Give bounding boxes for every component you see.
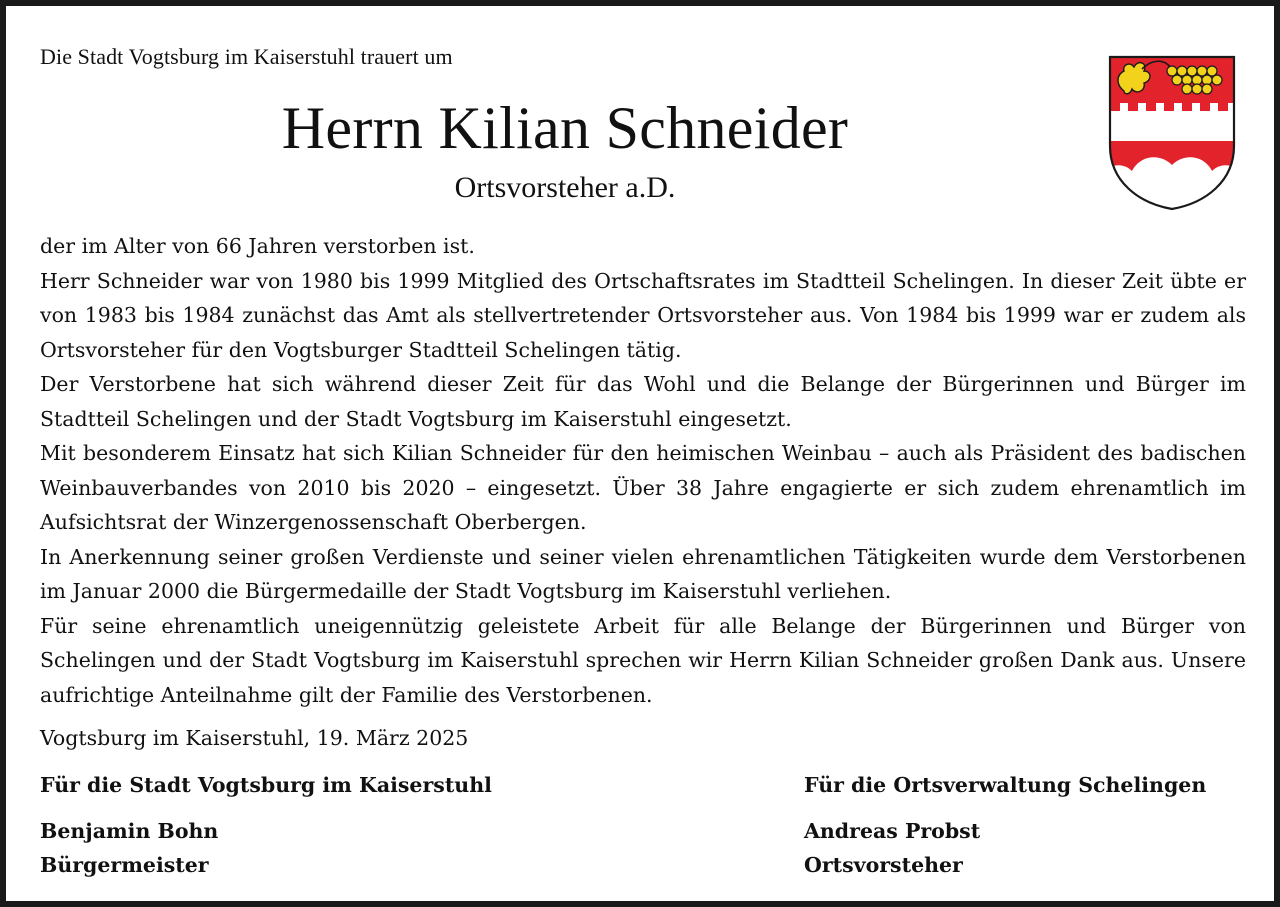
paragraph: Herr Schneider war von 1980 bis 1999 Mitglied des Ortschaftsrates im Stadtteil Schelingen. In dieser Zeit übte er von 1983 bis 1984 zunächst das Amt als stellvertretender Ortsvorsteher aus. Von 1984 bis 1999 war er zudem als Ortsvorsteher für den Vogtsburger Stadtteil Schelingen tätig. [40,268,1246,362]
signature-org-right: Für die Ortsverwaltung Schelingen [804,773,1207,797]
notice-body [40,229,1246,712]
paragraph: Für seine ehrenamtlich uneigennützig geleistete Arbeit für alle Belange der Bürgerinnen und Bürger von Schelingen und der Stadt Vogtsburg im Kaiserstuhl sprechen wir Herrn Kilian Schneider großen Dank aus. Unsere aufrichtige Anteilnahme gilt der Familie des Verstorbenen. [40,613,1246,707]
signature-title-left: Bürgermeister [40,853,209,877]
deceased-role: Ortsvorsteher a.D. [454,171,676,204]
signature-name-left: Benjamin Bohn [40,819,219,843]
signature-title-right: Ortsvorsteher [804,853,963,877]
intro-line: Die Stadt Vogtsburg im Kaiserstuhl trauert um [40,44,453,69]
paragraph: Der Verstorbene hat sich während dieser Zeit für das Wohl und die Belange der Bürgerinnen und Bürger im Stadtteil Schelingen und der Stadt Vogtsburg im Kaiserstuhl eingesetzt. [40,372,1246,431]
paragraph: der im Alter von 66 Jahren verstorben ist. [40,234,475,258]
deceased-name: Herrn Kilian Schneider [281,95,849,161]
signature-name-right: Andreas Probst [804,819,981,843]
coat-of-arms-icon [1102,51,1242,213]
place-date: Vogtsburg im Kaiserstuhl, 19. März 2025 [40,726,469,750]
paragraph: In Anerkennung seiner großen Verdienste und seiner vielen ehrenamtlichen Tätigkeiten wurde dem Verstorbenen im Januar 2000 die Bürgermedaille der Stadt Vogtsburg im Kaiserstuhl verliehen. [40,544,1246,603]
signature-org-left: Für die Stadt Vogtsburg im Kaiserstuhl [40,773,492,797]
paragraph: Mit besonderem Einsatz hat sich Kilian Schneider für den heimischen Weinbau – auch als Präsident des badischen Weinbauverbandes von 2010 bis 2020 – eingesetzt. Über 38 Jahre engagierte er sich zudem ehrenamtlich im Aufsichtsrat der Winzergenossenschaft Oberbergen. [40,441,1246,534]
